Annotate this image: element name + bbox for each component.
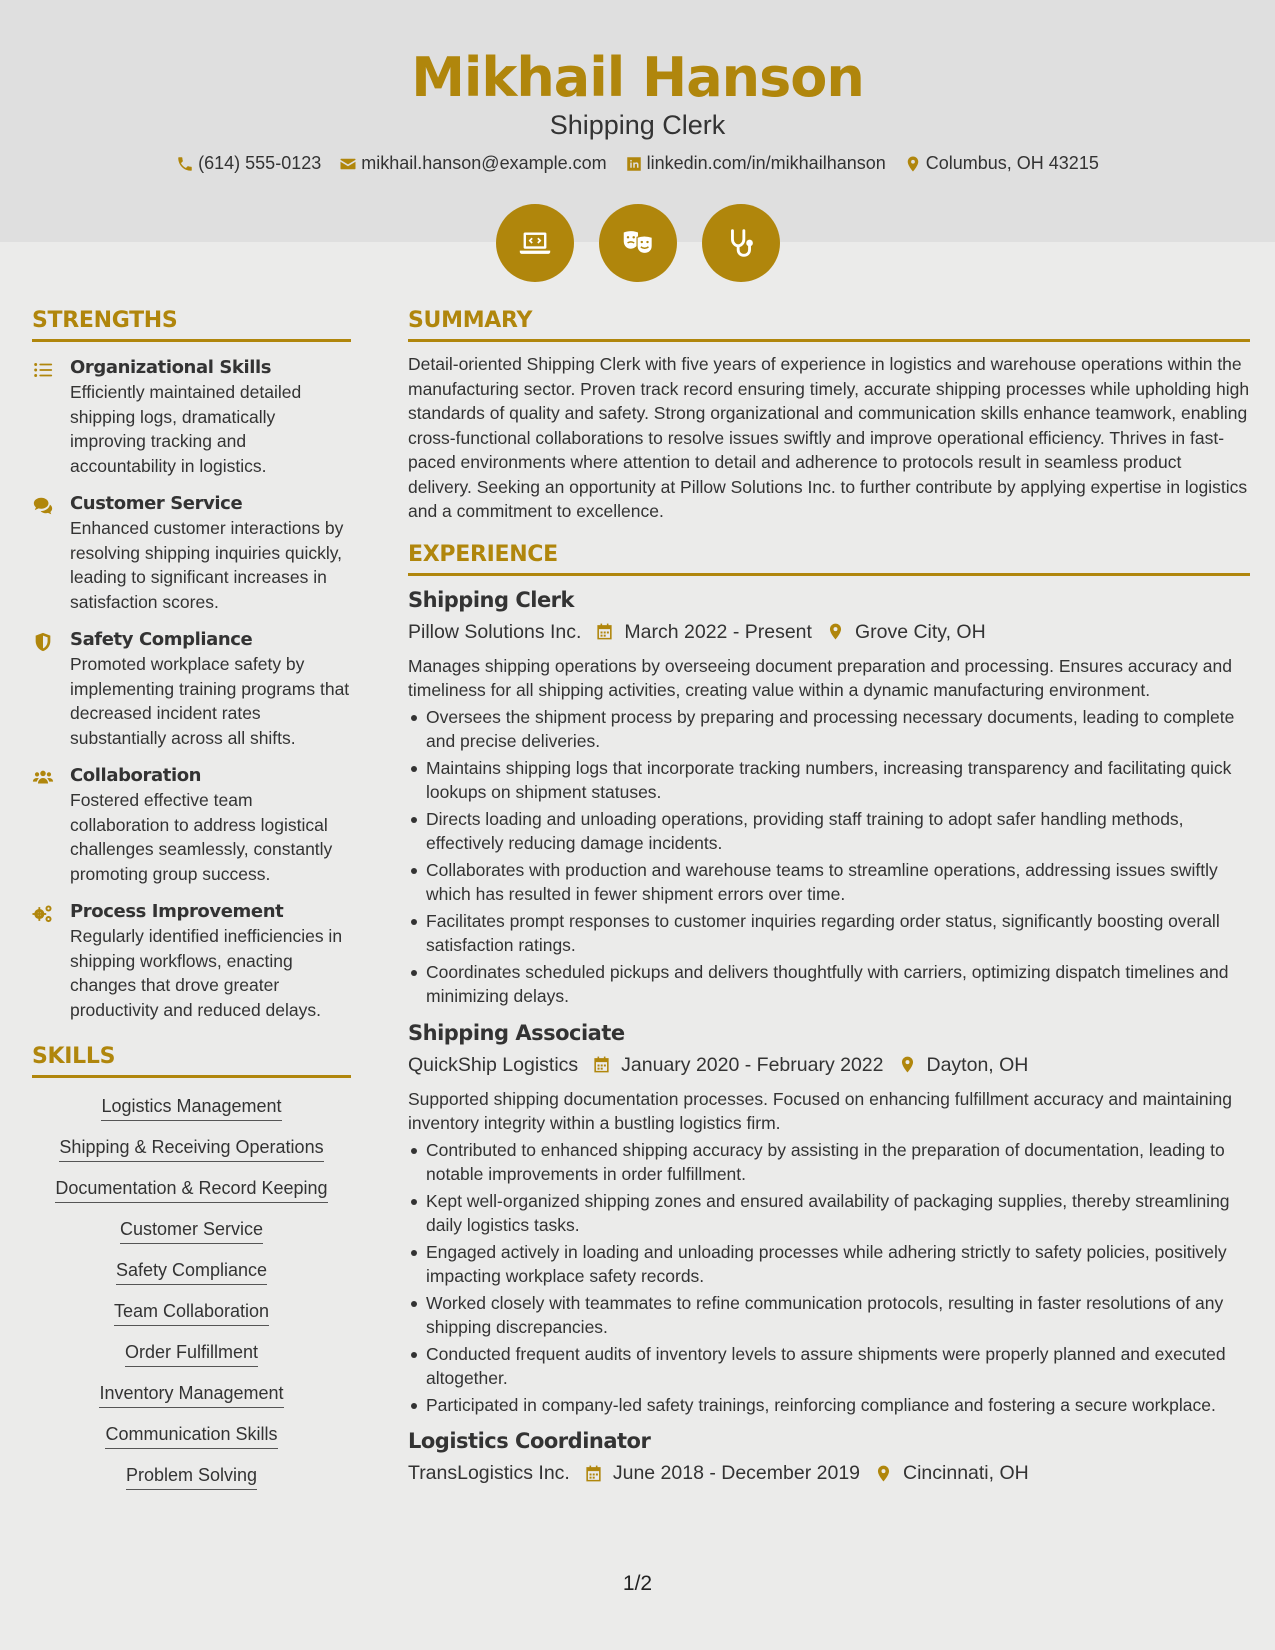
location-icon xyxy=(874,1464,893,1483)
skill-item: Problem Solving xyxy=(126,1463,257,1490)
skill-item: Logistics Management xyxy=(101,1094,281,1121)
job-bullet: Coordinates scheduled pickups and delivers thoughtfully with carriers, optimizing dispatch timelines and minimizing delays. xyxy=(408,960,1250,1009)
job-bullet: Kept well-organized shipping zones and ensured availability of packaging supplies, thereby streamlining daily logistics tasks. xyxy=(408,1189,1250,1238)
badge-theater-masks xyxy=(599,204,677,282)
skill-item: Communication Skills xyxy=(105,1422,277,1449)
strength-item xyxy=(32,356,351,478)
job-bullet: Facilitates prompt responses to customer inquiries regarding order status, significantly boosting overall satisfaction ratings. xyxy=(408,909,1250,958)
strength-item xyxy=(32,764,351,886)
theater-masks-icon xyxy=(619,224,657,262)
skill-item: Safety Compliance xyxy=(116,1258,267,1285)
job-description: Manages shipping operations by overseeing document preparation and processing. Ensures accuracy and timeliness for all shipping activities, creating value within a dynamic manufacturing environment. xyxy=(408,655,1232,700)
job-entry xyxy=(408,1427,1250,1487)
contact-location xyxy=(904,153,1099,174)
strength-desc: Enhanced customer interactions by resolving shipping inquiries quickly, leading to significant increases in satisfaction scores. xyxy=(70,518,344,612)
strength-desc: Regularly identified inefficiencies in shipping workflows, enacting changes that drove greater productivity and reduced delays. xyxy=(70,926,343,1020)
comments-icon xyxy=(32,495,54,517)
job-bullet: Collaborates with production and warehouse teams to streamline operations, addressing issues swiftly which has resulted in fewer shipment errors over time. xyxy=(408,858,1250,907)
job-company: TransLogistics Inc. xyxy=(408,1462,570,1484)
job-role: Shipping Clerk xyxy=(549,110,726,140)
email-icon xyxy=(339,155,357,173)
summary-text: Detail-oriented Shipping Clerk with five years of experience in logistics and warehouse operations within the manufacturing sector. Proven track record ensuring timely, accurate shipping processes while upholding high standards of quality and safety. Strong organizational and communication skills enhance teamwork, enabling cross-functional collaborations to resolve issues swiftly and improve operational efficiency. Thrives in fast-paced environments where attention to detail and adherence to protocols result in seamless product delivery. Seeking an opportunity at Pillow Solutions Inc. to further contribute by applying expertise in logistics and a commitment to excellence. xyxy=(408,354,1250,521)
contact-phone-text: (614) 555-0123 xyxy=(198,153,322,173)
strength-title: Safety Compliance xyxy=(70,629,253,650)
skill-item: Shipping & Receiving Operations xyxy=(59,1135,323,1162)
phone-icon xyxy=(176,155,194,173)
job-bullet: Conducted frequent audits of inventory levels to assure shipments were properly planned and executed altogether. xyxy=(408,1342,1250,1391)
strength-item xyxy=(32,900,351,1022)
job-bullet: Contributed to enhanced shipping accuracy by assisting in the preparation of documentation, leading to notable improvements in order fulfillment. xyxy=(408,1138,1250,1187)
interest-badges xyxy=(0,204,1275,282)
job-bullet: Directs loading and unloading operations, providing staff training to adopt safer handling methods, effectively reducing damage incidents. xyxy=(408,807,1250,856)
job-bullet: Oversees the shipment process by preparing and processing necessary documents, leading to complete and precise deliveries. xyxy=(408,705,1250,754)
contact-linkedin-text: linkedin.com/in/mikhailhanson xyxy=(646,153,886,173)
job-company: QuickShip Logistics xyxy=(408,1053,579,1076)
strength-desc: Fostered effective team collaboration to address logistical challenges seamlessly, constantly promoting group success. xyxy=(70,790,333,884)
stethoscope-icon xyxy=(722,224,760,262)
location-icon xyxy=(826,622,845,641)
strength-item xyxy=(32,492,351,614)
contact-email-text: mikhail.hanson@example.com xyxy=(361,153,607,173)
job-location: Dayton, OH xyxy=(926,1053,1029,1076)
job-bullets xyxy=(408,1138,1250,1418)
left-column xyxy=(32,308,351,1490)
contact-bar xyxy=(0,153,1275,174)
job-company: Pillow Solutions Inc. xyxy=(408,620,582,643)
job-dates: January 2020 - February 2022 xyxy=(621,1053,884,1076)
job-meta xyxy=(408,1051,1250,1079)
job-title: Logistics Coordinator xyxy=(408,1429,651,1453)
skill-item: Documentation & Record Keeping xyxy=(55,1176,327,1203)
strength-desc: Efficiently maintained detailed shipping logs, dramatically improving tracking and accountability in logistics. xyxy=(70,382,302,476)
calendar-icon xyxy=(595,622,614,641)
experience-heading: EXPERIENCE xyxy=(408,542,1250,576)
job-bullet: Worked closely with teammates to refine communication protocols, resulting in faster resolutions of any shipping discrepancies. xyxy=(408,1291,1250,1340)
job-location: Cincinnati, OH xyxy=(903,1462,1029,1484)
job-bullets xyxy=(408,705,1250,1009)
job-bullet: Maintains shipping logs that incorporate tracking numbers, increasing transparency and facilitating quick lookups on shipment statuses. xyxy=(408,756,1250,805)
job-title: Shipping Associate xyxy=(408,1020,625,1045)
strength-desc: Promoted workplace safety by implementing training programs that decreased incident rates substantially across all shifts. xyxy=(70,654,350,748)
job-meta xyxy=(408,1459,1250,1487)
job-description: Supported shipping documentation processes. Focused on enhancing fulfillment accuracy and maintaining inventory integrity within a bustling logistics firm. xyxy=(408,1088,1232,1133)
right-column xyxy=(408,308,1250,1487)
job-location: Grove City, OH xyxy=(854,620,986,643)
strength-title: Organizational Skills xyxy=(70,357,272,378)
calendar-icon xyxy=(592,1055,611,1074)
skills-list xyxy=(32,1088,351,1490)
linkedin-icon xyxy=(625,155,643,173)
location-icon xyxy=(904,155,922,173)
skill-item: Team Collaboration xyxy=(114,1299,269,1326)
contact-email[interactable] xyxy=(339,153,606,174)
strength-title: Process Improvement xyxy=(70,901,284,922)
job-entry xyxy=(408,1019,1250,1418)
skill-item: Order Fulfillment xyxy=(125,1340,258,1367)
job-bullet: Participated in company-led safety trainings, reinforcing compliance and fostering a secure workplace. xyxy=(408,1393,1250,1418)
contact-location-text: Columbus, OH 43215 xyxy=(925,153,1099,173)
summary-heading: SUMMARY xyxy=(408,308,1250,342)
job-dates: March 2022 - Present xyxy=(624,620,812,643)
job-dates: June 2018 - December 2019 xyxy=(612,1462,861,1484)
calendar-icon xyxy=(584,1464,603,1483)
strength-title: Collaboration xyxy=(70,765,202,786)
candidate-name: Mikhail Hanson xyxy=(411,46,864,109)
skill-item: Inventory Management xyxy=(99,1381,283,1408)
skill-item: Customer Service xyxy=(120,1217,263,1244)
contact-phone[interactable] xyxy=(176,153,321,174)
skills-heading: SKILLS xyxy=(32,1044,351,1078)
job-meta xyxy=(408,618,1250,646)
job-title: Shipping Clerk xyxy=(408,587,575,612)
list-icon xyxy=(32,359,54,381)
strengths-heading: STRENGTHS xyxy=(32,308,351,342)
cogs-icon xyxy=(32,903,54,925)
shield-icon xyxy=(32,631,54,653)
users-icon xyxy=(32,767,54,789)
badge-laptop-code xyxy=(496,204,574,282)
strength-title: Customer Service xyxy=(70,493,243,514)
contact-linkedin[interactable] xyxy=(625,153,886,174)
laptop-code-icon xyxy=(516,224,554,262)
job-bullet: Engaged actively in loading and unloading processes while adhering strictly to safety policies, positively impacting workplace safety records. xyxy=(408,1240,1250,1289)
badge-stethoscope xyxy=(702,204,780,282)
location-icon xyxy=(898,1055,917,1074)
page-number: 1/2 xyxy=(622,1572,653,1595)
strength-item xyxy=(32,628,351,750)
job-entry xyxy=(408,586,1250,1009)
